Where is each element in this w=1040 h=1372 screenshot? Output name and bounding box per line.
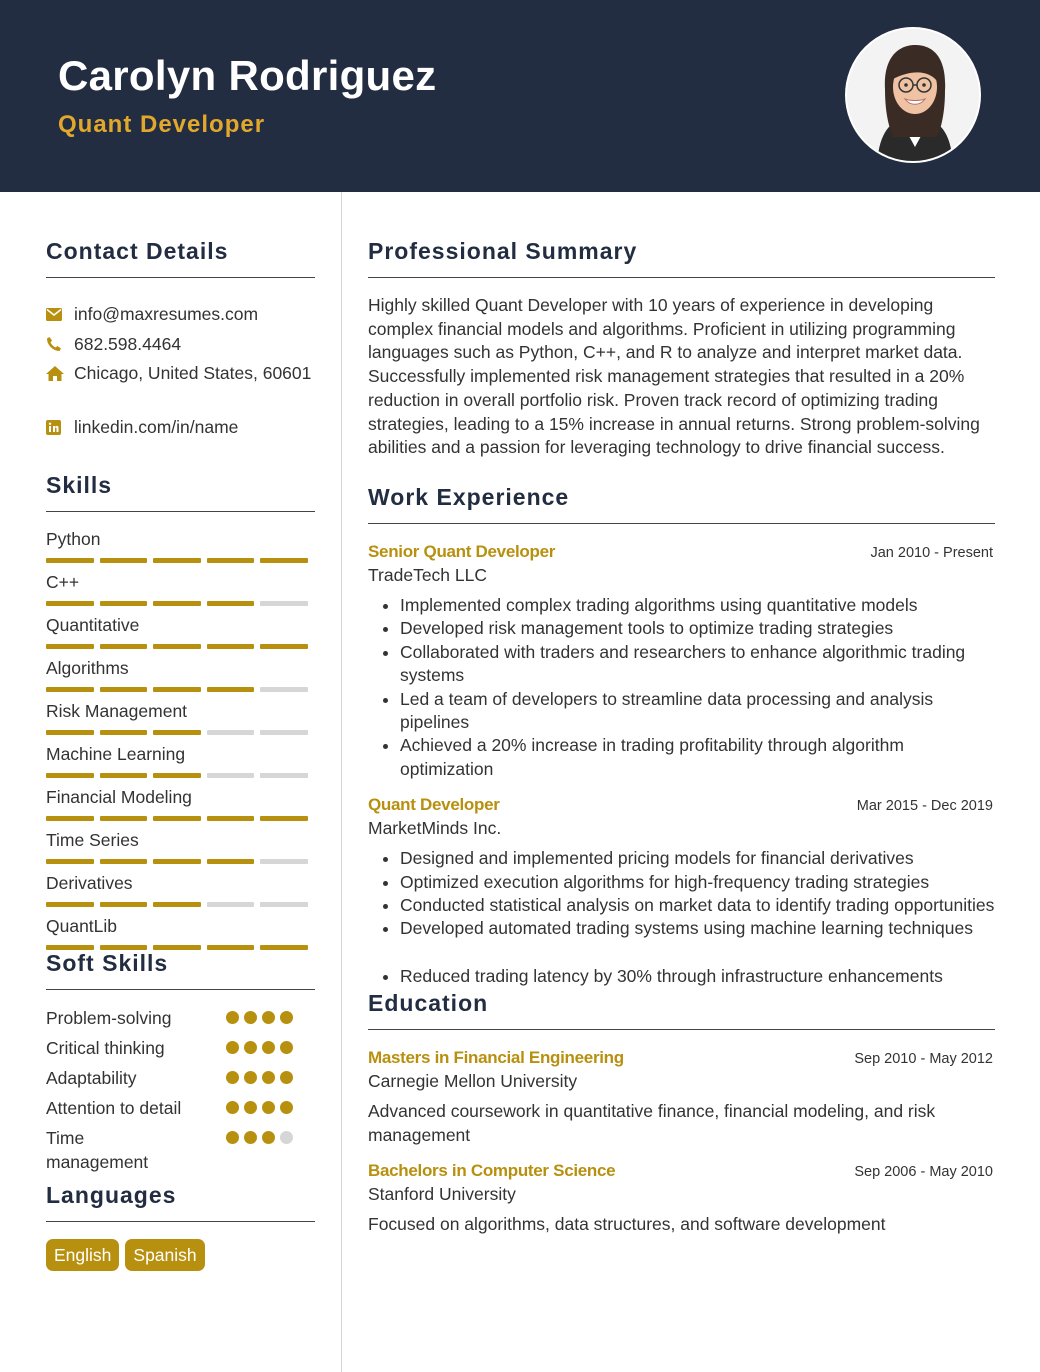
job-entry [368, 795, 995, 988]
skill-item [46, 528, 315, 571]
skill-level-bar [46, 644, 315, 649]
education-date: Sep 2010 - May 2012 [854, 1051, 993, 1068]
skill-level-bar [46, 816, 315, 821]
skill-level-segment [153, 601, 201, 606]
language-badge: English [46, 1239, 119, 1271]
soft-skill-rating [226, 1071, 293, 1084]
soft-skill-rating [226, 1131, 293, 1144]
job-bullet: • Reduced trading latency by 30% through infrastructure enhancements [400, 965, 995, 988]
soft-skills-list [46, 1006, 315, 1182]
skill-level-segment [260, 644, 308, 649]
languages-section [46, 1182, 315, 1271]
rating-dot [280, 1041, 293, 1054]
contact-email-text[interactable]: info@maxresumes.com [74, 304, 259, 325]
rating-dot [244, 1041, 257, 1054]
candidate-name: Carolyn Rodriguez [58, 52, 437, 99]
education-degree: Masters in Financial Engineering [368, 1048, 624, 1068]
resume-header [0, 0, 1040, 192]
soft-skill-item [46, 1036, 315, 1066]
soft-skill-name: Adaptability [46, 1068, 137, 1088]
job-bullet: • Conducted statistical analysis on market data to identify trading opportunities [400, 894, 995, 917]
envelope-icon [46, 308, 74, 321]
skill-level-segment [260, 945, 308, 950]
summary-text: Highly skilled Quant Developer with 10 years of experience in developing complex financial models and algorithms. Proficient in utilizing programming languages such as Python, C++, and R to analyze and interpret market data. Successfully implemented risk management strategies that resulted in a 20% reduction in overall portfolio risk. Proven track record of optimizing trading strategies, leading to a 15% increase in annual returns. Strong problem-solving abilities and a passion for leveraging technology to drive financial success. [368, 295, 980, 458]
rating-dot [280, 1071, 293, 1084]
skill-level-segment [100, 816, 148, 821]
rating-dot [226, 1101, 239, 1114]
skill-level-segment [46, 601, 94, 606]
skill-level-segment [46, 558, 94, 563]
soft-skill-item [46, 1006, 315, 1036]
right-column [368, 192, 995, 1236]
skill-level-segment [207, 687, 255, 692]
job-bullet: • Designed and implemented pricing models for financial derivatives [400, 847, 995, 870]
skill-level-segment [153, 558, 201, 563]
skill-level-segment [207, 730, 255, 735]
soft-skill-name: Time management [46, 1128, 149, 1172]
skills-title: Skills [46, 472, 315, 512]
skill-level-segment [46, 816, 94, 821]
skill-name: Derivatives [46, 873, 133, 893]
rating-dot [226, 1071, 239, 1084]
soft-skill-item [46, 1066, 315, 1096]
contact-address [46, 359, 315, 389]
soft-skill-rating [226, 1011, 293, 1024]
rating-dot [244, 1011, 257, 1024]
education-title: Education [368, 990, 995, 1030]
rating-dot [244, 1071, 257, 1084]
contact-phone [46, 330, 315, 360]
skill-level-segment [100, 730, 148, 735]
skill-level-segment [100, 902, 148, 907]
skill-level-bar [46, 773, 315, 778]
education-entry [368, 1161, 995, 1236]
skill-name: Time Series [46, 830, 139, 850]
rating-dot [226, 1011, 239, 1024]
job-bullet: • Achieved a 20% increase in trading profitability through algorithm optimization [400, 734, 995, 781]
contact-address-text: Chicago, United States, 60601 [74, 363, 312, 384]
rating-dot [226, 1041, 239, 1054]
skill-name: C++ [46, 572, 80, 592]
skill-level-segment [153, 644, 201, 649]
job-bullet: • Implemented complex trading algorithms using quantitative models [400, 594, 995, 617]
education-entry [368, 1048, 995, 1147]
education-school: Carnegie Mellon University [368, 1071, 578, 1092]
job-bullet: • Collaborated with traders and researchers to enhance algorithmic trading systems [400, 641, 995, 688]
job-title: Quant Developer [368, 795, 500, 815]
rating-dot [262, 1101, 275, 1114]
skill-item [46, 614, 315, 657]
skill-level-segment [207, 816, 255, 821]
summary-section [368, 238, 995, 460]
skill-level-segment [260, 730, 308, 735]
profile-photo-icon [847, 29, 981, 163]
skill-name: QuantLib [46, 916, 118, 936]
job-company: MarketMinds Inc. [368, 818, 502, 839]
job-bullet: • Developed risk management tools to optimize trading strategies [400, 617, 995, 640]
contact-linkedin [46, 413, 315, 443]
soft-skill-rating [226, 1041, 293, 1054]
skill-item [46, 700, 315, 743]
soft-skill-name: Critical thinking [46, 1038, 165, 1058]
education-school: Stanford University [368, 1184, 516, 1205]
job-bullet: • Developed automated trading systems using machine learning techniques [400, 917, 995, 940]
skill-level-segment [153, 859, 201, 864]
skill-level-segment [153, 902, 201, 907]
skill-level-segment [260, 902, 308, 907]
soft-skill-item [46, 1126, 315, 1182]
skill-level-segment [153, 730, 201, 735]
skill-name: Machine Learning [46, 744, 186, 764]
experience-section [368, 484, 995, 988]
skill-level-segment [46, 730, 94, 735]
skill-name: Python [46, 529, 101, 549]
soft-skill-rating [226, 1101, 293, 1114]
skill-level-segment [46, 773, 94, 778]
rating-dot [262, 1071, 275, 1084]
summary-title: Professional Summary [368, 238, 995, 278]
language-badge: Spanish [125, 1239, 204, 1271]
skill-item [46, 657, 315, 700]
skills-section [46, 472, 315, 958]
soft-skill-name: Problem-solving [46, 1008, 172, 1028]
skill-item [46, 743, 315, 786]
soft-skills-title: Soft Skills [46, 950, 315, 990]
column-divider [341, 192, 342, 1372]
skill-level-segment [153, 773, 201, 778]
skill-item [46, 829, 315, 872]
skill-level-segment [100, 558, 148, 563]
skill-level-segment [100, 859, 148, 864]
skill-level-segment [207, 601, 255, 606]
skill-name: Quantitative [46, 615, 140, 635]
skill-level-bar [46, 687, 315, 692]
job-date: Jan 2010 - Present [870, 544, 993, 561]
rating-dot [226, 1131, 239, 1144]
skill-name: Risk Management [46, 701, 188, 721]
skill-item [46, 872, 315, 915]
job-date: Mar 2015 - Dec 2019 [856, 798, 993, 815]
skill-level-segment [260, 558, 308, 563]
contact-linkedin-text[interactable]: linkedin.com/in/name [74, 416, 239, 437]
skill-level-segment [100, 644, 148, 649]
skill-level-segment [46, 644, 94, 649]
job-bullet: • Led a team of developers to streamline data processing and analysis pipelines [400, 688, 995, 735]
skill-level-segment [260, 687, 308, 692]
contact-phone-text[interactable]: 682.598.4464 [74, 333, 182, 354]
education-section [368, 990, 995, 1236]
skill-level-segment [207, 902, 255, 907]
job-company: TradeTech LLC [368, 564, 487, 585]
job-bullet: • Optimized execution algorithms for high-frequency trading strategies [400, 871, 995, 894]
skill-level-segment [207, 773, 255, 778]
skill-level-segment [260, 773, 308, 778]
skill-item [46, 571, 315, 614]
skill-level-segment [46, 902, 94, 907]
soft-skill-name: Attention to detail [46, 1098, 182, 1118]
skill-level-bar [46, 558, 315, 563]
phone-icon [46, 336, 74, 352]
job-title: Senior Quant Developer [368, 541, 556, 561]
skill-level-segment [207, 859, 255, 864]
job-entry [368, 542, 995, 781]
education-description: Advanced coursework in quantitative finance, financial modeling, and risk management [368, 1101, 936, 1145]
languages-title: Languages [46, 1182, 315, 1222]
skill-level-bar [46, 902, 315, 907]
skill-level-bar [46, 859, 315, 864]
skill-level-segment [153, 687, 201, 692]
rating-dot [244, 1101, 257, 1114]
skill-level-segment [260, 601, 308, 606]
skill-name: Algorithms [46, 658, 129, 678]
skill-level-segment [46, 859, 94, 864]
linkedin-icon [46, 420, 74, 435]
rating-dot [262, 1011, 275, 1024]
contact-email [46, 300, 315, 330]
skill-level-segment [207, 945, 255, 950]
job-bullets [368, 594, 995, 781]
skill-name: Financial Modeling [46, 787, 192, 807]
skill-level-segment [100, 601, 148, 606]
soft-skill-item [46, 1096, 315, 1126]
skill-level-segment [207, 644, 255, 649]
contact-title: Contact Details [46, 238, 315, 278]
education-date: Sep 2006 - May 2010 [854, 1164, 993, 1181]
education-degree: Bachelors in Computer Science [368, 1161, 616, 1181]
rating-dot [262, 1131, 275, 1144]
skill-level-segment [46, 687, 94, 692]
skill-level-segment [100, 687, 148, 692]
job-bullets [368, 847, 995, 988]
experience-title: Work Experience [368, 484, 995, 524]
skill-level-segment [100, 773, 148, 778]
home-icon [46, 366, 74, 381]
profile-photo [845, 27, 981, 163]
rating-dot [262, 1041, 275, 1054]
skill-level-segment [207, 558, 255, 563]
rating-dot [280, 1131, 293, 1144]
rating-dot [280, 1101, 293, 1114]
skill-level-segment [260, 859, 308, 864]
language-list [46, 1239, 315, 1271]
skill-item [46, 786, 315, 829]
rating-dot [244, 1131, 257, 1144]
candidate-role: Quant Developer [58, 111, 266, 138]
left-column [46, 192, 315, 1271]
skill-level-segment [153, 816, 201, 821]
skill-level-bar [46, 730, 315, 735]
rating-dot [280, 1011, 293, 1024]
education-description: Focused on algorithms, data structures, and software development [368, 1214, 886, 1235]
contact-section [46, 238, 315, 442]
skills-list [46, 528, 315, 958]
skill-level-segment [260, 816, 308, 821]
skill-level-bar [46, 601, 315, 606]
soft-skills-section [46, 950, 315, 1182]
